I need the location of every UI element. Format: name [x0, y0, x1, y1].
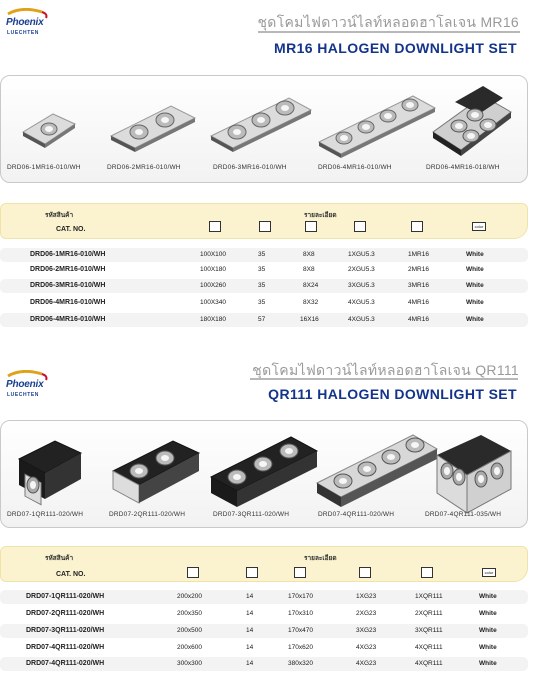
- color: White: [479, 610, 497, 617]
- cutout-size: 180X180: [200, 316, 227, 323]
- cat-no: DRD07-1QR111-020/WH: [26, 593, 105, 600]
- color: White: [466, 316, 484, 323]
- cutout-size: 200x350: [177, 610, 202, 617]
- lamp: 4XQR111: [415, 644, 443, 651]
- cat-no: DRD06-4MR16-010/WH: [30, 299, 106, 306]
- lampholder: 2XG23: [356, 610, 377, 617]
- depth: 57: [258, 316, 266, 323]
- color: White: [466, 266, 484, 273]
- depth: 14: [246, 644, 254, 651]
- lampholder: 1XGU5.3: [348, 251, 375, 258]
- cutout-size: 200x200: [177, 593, 202, 600]
- cat-no: DRD07-4QR111-020/WH: [26, 644, 105, 651]
- lamp: 2MR16: [408, 266, 429, 273]
- column-code-thai: รหัสสินค้า: [45, 555, 74, 562]
- brand-name: Phoenix: [6, 17, 44, 28]
- lampholder-icon: [359, 567, 371, 578]
- depth: 14: [246, 610, 254, 617]
- lampholder: 3XGU5.3: [348, 282, 375, 289]
- dimension: 170x170: [288, 593, 313, 600]
- dimension: 170x470: [288, 627, 313, 634]
- dimension: 380x320: [288, 660, 313, 667]
- color: White: [479, 593, 497, 600]
- dimension: 8X24: [303, 282, 319, 289]
- depth: 14: [246, 627, 254, 634]
- dimension: 170x620: [288, 644, 313, 651]
- table-row: [0, 624, 528, 638]
- qr111-table-header: [0, 546, 528, 582]
- mr16-photo-panel: [0, 75, 528, 183]
- depth: 35: [258, 299, 266, 306]
- color-icon: color: [482, 568, 496, 577]
- lampholder: 4XG23: [356, 644, 377, 651]
- brand-sub: LUECHTEN: [7, 392, 40, 398]
- depth-icon: [259, 221, 271, 232]
- color: White: [479, 644, 497, 651]
- color: White: [479, 660, 497, 667]
- mr16-table-header: [0, 203, 528, 239]
- depth: 35: [258, 266, 266, 273]
- table-row: [0, 279, 528, 293]
- column-cat-no: CAT. NO.: [56, 226, 86, 233]
- qr111-caption: DRD07-4QR111-020/WH: [318, 511, 395, 518]
- lampholder-icon: [354, 221, 366, 232]
- dimension: 8X8: [303, 251, 315, 258]
- lamp-icon: [411, 221, 423, 232]
- lamp: 4MR16: [408, 299, 429, 306]
- qr111-caption: DRD07-1QR111-020/WH: [7, 511, 84, 518]
- depth-icon: [246, 567, 258, 578]
- brand-logo: [2, 8, 52, 38]
- depth: 14: [246, 593, 254, 600]
- lamp: 1XQR111: [415, 593, 443, 600]
- cutout-size-icon: [209, 221, 221, 232]
- column-cat-no: CAT. NO.: [56, 571, 86, 578]
- color-icon: color: [472, 222, 486, 231]
- lamp: 1MR16: [408, 251, 429, 258]
- brand-sub: LUECHTEN: [7, 30, 40, 36]
- mr16-caption: DRD06-2MR16-010/WH: [107, 164, 181, 171]
- table-row: [0, 641, 528, 655]
- lamp: 3MR16: [408, 282, 429, 289]
- cutout-size: 100X180: [200, 266, 227, 273]
- qr111-thai-title: ชุดโคมไฟดาวน์ไลท์หลอดฮาโลเจน QR111: [252, 362, 519, 378]
- cat-no: DRD06-2MR16-010/WH: [30, 266, 106, 273]
- depth: 14: [246, 660, 254, 667]
- lampholder: 1XG23: [356, 593, 377, 600]
- cat-no: DRD07-4QR111-020/WH: [26, 660, 105, 667]
- cutout-size: 100X260: [200, 282, 227, 289]
- qr111-caption: DRD07-4QR111-035/WH: [425, 511, 502, 518]
- table-row: [0, 263, 528, 277]
- cat-no: DRD06-4MR16-010/WH: [30, 316, 106, 323]
- depth: 35: [258, 251, 266, 258]
- lampholder: 4XG23: [356, 660, 377, 667]
- mr16-thai-title: ชุดโคมไฟดาวน์ไลท์หลอดฮาโลเจน MR16: [257, 14, 519, 30]
- qr111-en-title: QR111 HALOGEN DOWNLIGHT SET: [268, 386, 517, 402]
- lampholder: 3XG23: [356, 627, 377, 634]
- column-detail-thai: รายละเอียด: [304, 555, 337, 562]
- table-row: [0, 313, 528, 327]
- lamp: 3XQR111: [415, 627, 443, 634]
- mr16-caption: DRD06-4MR16-018/WH: [426, 164, 500, 171]
- table-row: [0, 607, 528, 621]
- cat-no: DRD06-3MR16-010/WH: [30, 282, 106, 289]
- depth: 35: [258, 282, 266, 289]
- dimension: 16X16: [300, 316, 319, 323]
- mr16-caption: DRD06-4MR16-010/WH: [318, 164, 392, 171]
- qr111-title-rule: [250, 378, 518, 380]
- table-row: [0, 296, 528, 310]
- lamp-icon: [421, 567, 433, 578]
- table-row: [0, 657, 528, 671]
- cutout-size-icon: [187, 567, 199, 578]
- table-row: [0, 248, 528, 262]
- dimension: 8X32: [303, 299, 319, 306]
- dimension-icon: [305, 221, 317, 232]
- mr16-title-rule: [258, 31, 520, 33]
- cat-no: DRD07-2QR111-020/WH: [26, 610, 105, 617]
- lampholder: 2XGU5.3: [348, 266, 375, 273]
- color: White: [466, 299, 484, 306]
- lamp: 4XQR111: [415, 660, 443, 667]
- mr16-caption: DRD06-1MR16-010/WH: [7, 164, 81, 171]
- table-row: [0, 590, 528, 604]
- dimension-icon: [294, 567, 306, 578]
- mr16-en-title: MR16 HALOGEN DOWNLIGHT SET: [274, 40, 517, 56]
- column-code-thai: รหัสสินค้า: [45, 212, 74, 219]
- color: White: [466, 251, 484, 258]
- cutout-size: 100X100: [200, 251, 227, 258]
- cat-no: DRD07-3QR111-020/WH: [26, 627, 105, 634]
- brand-logo: [2, 370, 52, 400]
- dimension: 8X8: [303, 266, 315, 273]
- color: White: [479, 627, 497, 634]
- cutout-size: 300x300: [177, 660, 202, 667]
- cat-no: DRD06-1MR16-010/WH: [30, 251, 106, 258]
- qr111-photo-panel: [0, 420, 528, 528]
- qr111-caption: DRD07-3QR111-020/WH: [213, 511, 290, 518]
- cutout-size: 100X340: [200, 299, 227, 306]
- qr111-caption: DRD07-2QR111-020/WH: [109, 511, 186, 518]
- cutout-size: 200x600: [177, 644, 202, 651]
- lamp: 4MR16: [408, 316, 429, 323]
- lampholder: 4XGU5.3: [348, 316, 375, 323]
- mr16-caption: DRD06-3MR16-010/WH: [213, 164, 287, 171]
- cutout-size: 200x500: [177, 627, 202, 634]
- dimension: 170x310: [288, 610, 313, 617]
- brand-name: Phoenix: [6, 379, 44, 390]
- lampholder: 4XGU5.3: [348, 299, 375, 306]
- color: White: [466, 282, 484, 289]
- column-detail-thai: รายละเอียด: [304, 212, 337, 219]
- lamp: 2XQR111: [415, 610, 443, 617]
